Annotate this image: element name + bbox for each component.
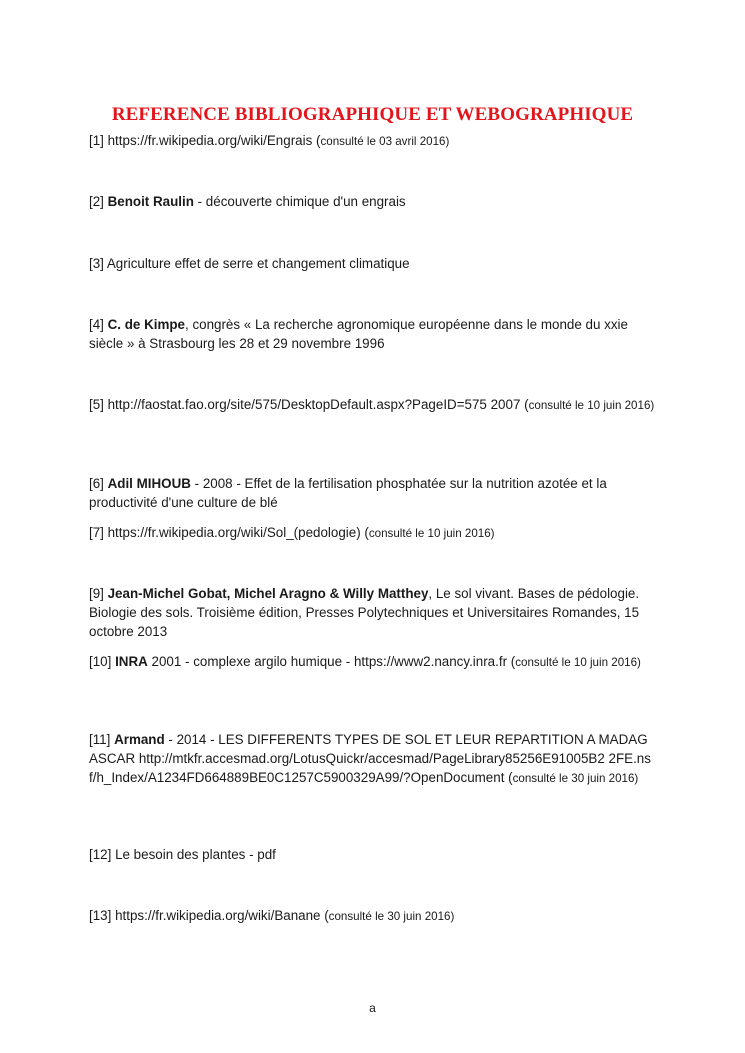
reference-1 [89, 131, 659, 151]
ref-number: [3] [89, 256, 107, 271]
reference-9 [89, 584, 654, 641]
reference-12 [89, 845, 659, 864]
ref-author: Adil MIHOUB [107, 476, 191, 491]
ref-text: http://faostat.fao.org/site/575/DesktopDefault.aspx?PageID=575 2007 ( [107, 397, 529, 412]
reference-6 [89, 474, 659, 512]
ref-number: [9] [89, 586, 108, 601]
ref-number: [6] [89, 476, 108, 491]
ref-consulted-date: consulté le 10 juin 2016) [528, 399, 655, 412]
ref-text: https://fr.wikipedia.org/wiki/Sol_(pedologie) ( [107, 525, 369, 540]
ref-number: [5] [89, 397, 108, 412]
reference-3 [89, 254, 659, 273]
reference-11 [89, 730, 654, 788]
ref-author: Armand [114, 732, 165, 747]
ref-consulted-date: consulté le 03 avril 2016) [320, 135, 450, 148]
ref-text: Agriculture effet de serre et changement climatique [106, 256, 410, 271]
ref-author: INRA [115, 654, 148, 669]
ref-number: [11] [89, 732, 115, 747]
reference-7 [89, 523, 659, 543]
ref-consulted-date: consulté le 30 juin 2016) [512, 772, 639, 785]
reference-10 [89, 652, 659, 672]
ref-author: Benoit Raulin [107, 194, 194, 209]
ref-number: [13] [89, 908, 116, 923]
ref-text: https://fr.wikipedia.org/wiki/Banane ( [115, 908, 329, 923]
ref-consulted-date: consulté le 10 juin 2016) [368, 527, 495, 540]
ref-consulted-date: consulté le 30 juin 2016) [328, 910, 455, 923]
ref-number: [4] [89, 317, 108, 332]
reference-2 [89, 192, 659, 211]
reference-4 [89, 315, 659, 353]
ref-text: Le besoin des plantes - pdf [115, 847, 276, 862]
ref-author: C. de Kimpe [107, 317, 185, 332]
ref-text: - 2014 - LES DIFFERENTS TYPES DE SOL ET LEUR REPARTITION A MADAGASCAR http://mtkfr.accesmad.org/LotusQuickr/accesmad/PageLibrary85256E91005B2 2FE.nsf/h_Index/A1234FD664889BE0C1257C5900329A99/?OpenDocument ( [89, 732, 651, 785]
ref-number: [12] [89, 847, 116, 862]
ref-number: [1] [89, 133, 108, 148]
ref-consulted-date: consulté le 10 juin 2016) [515, 656, 641, 669]
ref-text: - 2008 - Effet de la fertilisation phosphatée sur la nutrition azotée et la productivité d'une culture de blé [89, 476, 607, 510]
ref-number: [7] [89, 525, 108, 540]
reference-5 [89, 395, 664, 415]
ref-author: Jean-Michel Gobat, Michel Aragno & Willy Matthey [107, 586, 429, 601]
ref-number: [2] [89, 194, 108, 209]
ref-text: 2001 - complexe argilo humique - https://www2.nancy.inra.fr ( [147, 654, 516, 669]
ref-text: , congrès « La recherche agronomique européenne dans le monde du xxie siècle » à Strasbourg les 28 et 29 novembre 1996 [89, 317, 628, 351]
ref-text: https://fr.wikipedia.org/wiki/Engrais ( [107, 133, 321, 148]
reference-13 [89, 906, 659, 926]
page-title: REFERENCE BIBLIOGRAPHIQUE ET WEBOGRAPHIQUE [111, 104, 634, 125]
page-number: a [369, 1001, 376, 1015]
ref-text: , Le sol vivant. Bases de pédologie. Biologie des sols. Troisième édition, Presses Polytechniques et Universitaires Romandes, 15 octobre 2013 [89, 586, 640, 639]
ref-number: [10] [89, 654, 116, 669]
ref-text: - découverte chimique d'un engrais [193, 194, 406, 209]
